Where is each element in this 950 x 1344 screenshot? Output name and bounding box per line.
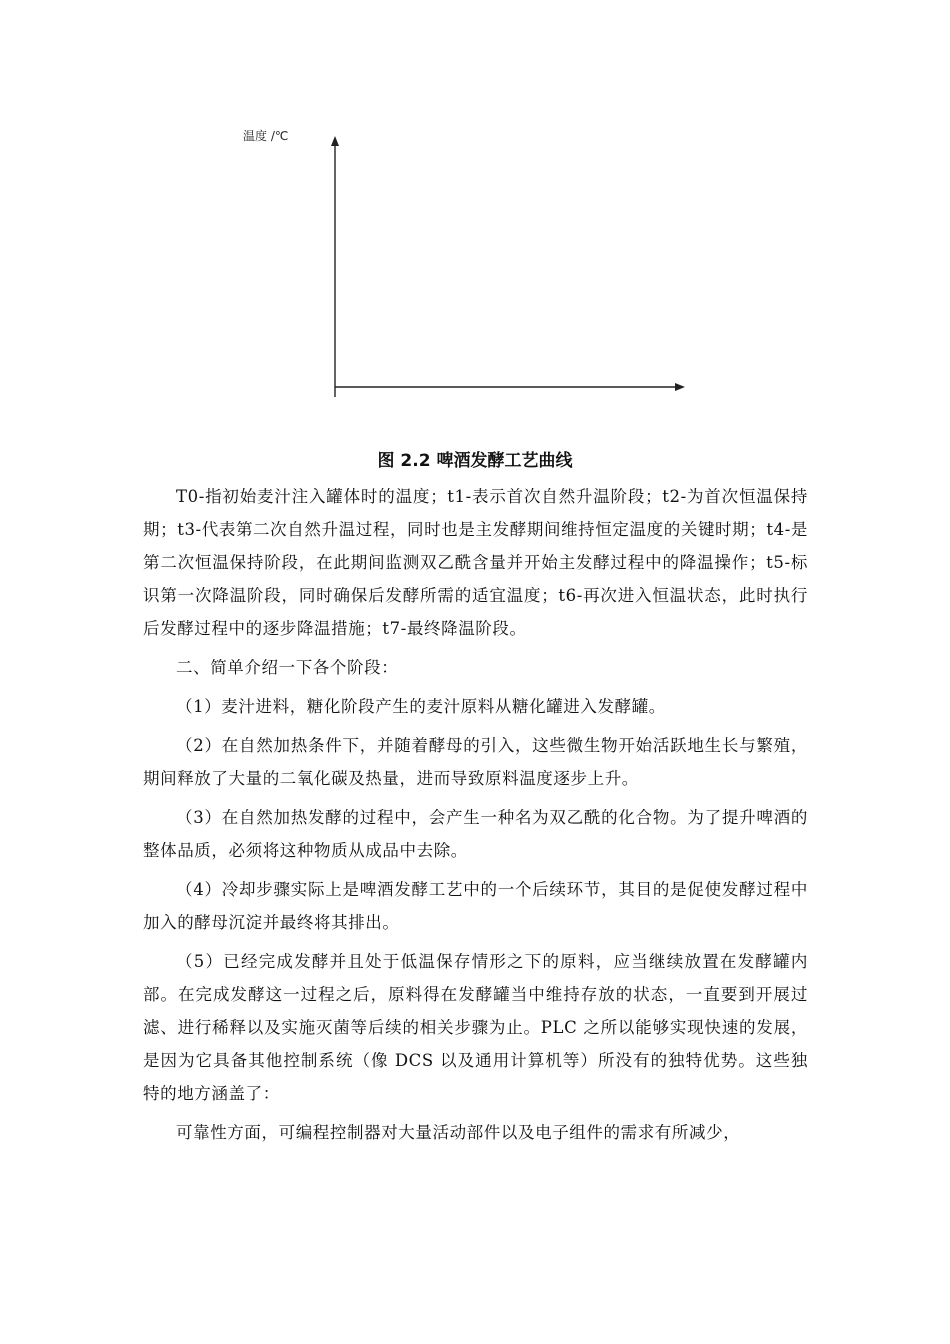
paragraph-reliability: 可靠性方面，可编程控制器对大量活动部件以及电子组件的需求有所减少， xyxy=(176,1123,741,1142)
paragraph-legend: T0-指初始麦汁注入罐体时的温度；t1-表示首次自然升温阶段；t2-为首次恒温保持期；t3-代表第二次自然升温过程，同时也是主发酵期间维持恒定温度的关键时期；t4-是第二次恒温保持阶段，在此期间监测双乙酰含量并开始主发酵过程中的降温操作；t5-标识第一次降温阶段，同时确保后发酵所需的适宜温度；t6-再次进入恒温状态，此时执行后发酵过程中的逐步降温措施；t7-最终降温阶段。 xyxy=(143,487,808,638)
y-axis-label: 温度 /℃ xyxy=(243,129,289,143)
x-axis-arrow xyxy=(675,383,685,391)
figure-caption: 图 2.2 啤酒发酵工艺曲线 xyxy=(377,451,573,471)
paragraph-stage-4: （4）冷却步骤实际上是啤酒发酵工艺中的一个后续环节，其目的是促使发酵过程中加入的酵母沉淀并最终将其排出。 xyxy=(143,880,808,932)
temperature-curve-chart xyxy=(243,118,720,443)
paragraph-stage-2: （2）在自然加热条件下，并随着酵母的引入，这些微生物开始活跃地生长与繁殖，期间释放了大量的二氧化碳及热量，进而导致原料温度逐步上升。 xyxy=(143,736,808,788)
paragraph-stage-5: （5）已经完成发酵并且处于低温保存情形之下的原料，应当继续放置在发酵罐内部。在完成发酵这一过程之后，原料得在发酵罐当中维持存放的状态，一直要到开展过滤、进行稀释以及实施灭菌等后续的相关步骤为止。PLC 之所以能够实现快速的发展，是因为它具备其他控制系统（像 DCS 以及通用计算机等）所没有的独特优势。这些独特的地方涵盖了： xyxy=(143,952,808,1103)
paragraph-section-heading: 二、简单介绍一下各个阶段： xyxy=(176,658,399,677)
y-axis-arrow xyxy=(331,136,339,146)
body-text xyxy=(143,480,808,1151)
temperature-curve-figure xyxy=(243,118,720,443)
paragraph-stage-1: （1）麦汁进料，糖化阶段产生的麦汁原料从糖化罐进入发酵罐。 xyxy=(176,697,666,716)
paragraph-stage-3: （3）在自然加热发酵的过程中，会产生一种名为双乙酰的化合物。为了提升啤酒的整体品质，必须将这种物质从成品中去除。 xyxy=(143,808,808,860)
